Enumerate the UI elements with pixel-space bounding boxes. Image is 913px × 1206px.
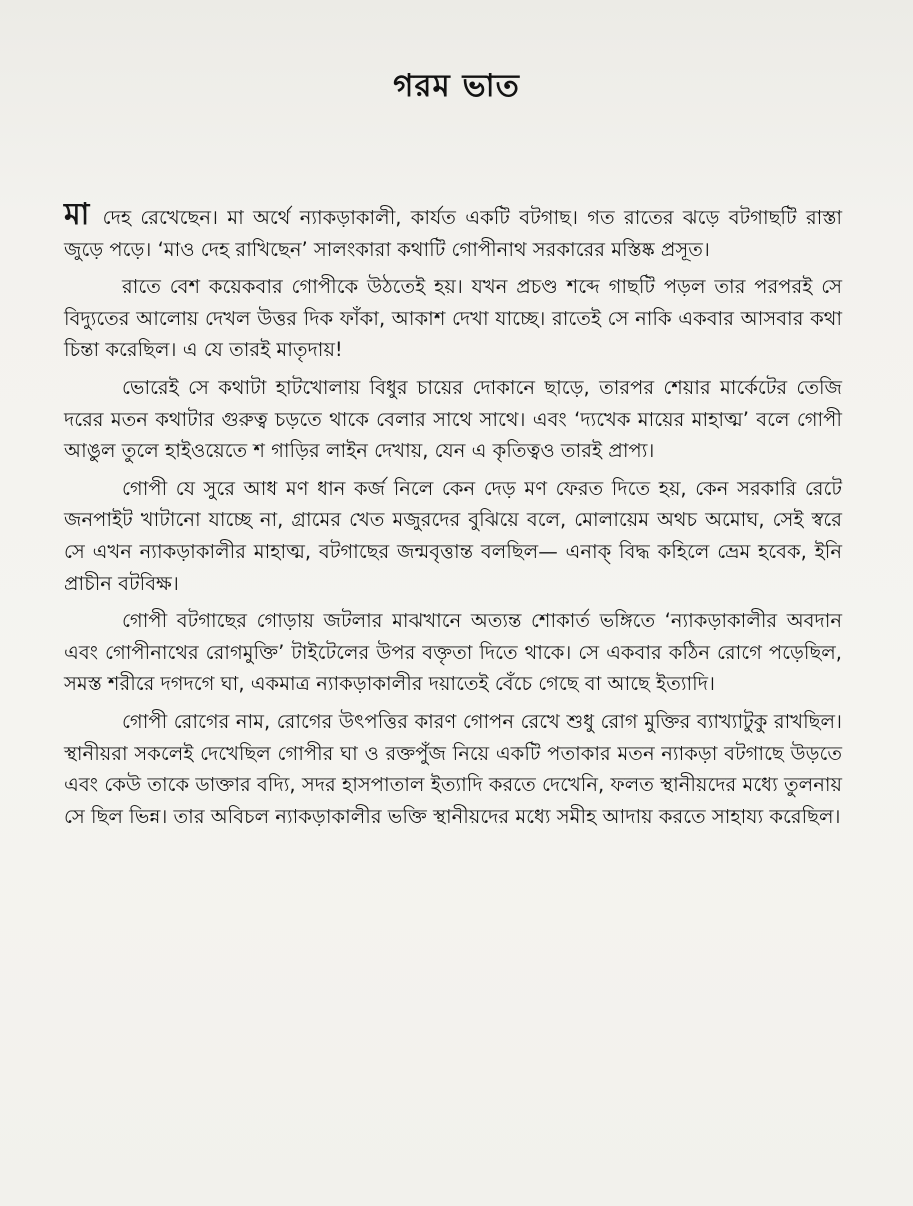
paragraph-2: রাতে বেশ কয়েকবার গোপীকে উঠতেই হয়। যখন প্রচণ্ড শব্দে গাছটি পড়ল তার পরপরই সে বিদ্যুতের আলোয় দেখল উত্তর দিক ফাঁকা, আকাশ দেখা যাচ্ছে। রাতেই সে নাকি একবার আসবার কথা চিন্তা করেছিল। এ যে তারই মাতৃদায়!	[64, 275, 842, 362]
paragraph-5: গোপী বটগাছের গোড়ায় জটলার মাঝখানে অত্যন্ত শোকার্ত ভঙ্গিতে ‘ন্যাকড়াকালীর অবদান এবং গোপীনাথের রোগমুক্তি’ টাইটেলের উপর বক্তৃতা দিতে থাকে। সে একবার কঠিন রোগে পড়েছিল, সমস্ত শরীরে দগদগে ঘা, একমাত্র ন্যাকড়াকালীর দয়াতেই বেঁচে গেছে বা আছে ইত্যাদি।	[64, 609, 842, 696]
paragraph-4: গোপী যে সুরে আধ মণ ধান কর্জ নিলে কেন দেড় মণ ফেরত দিতে হয়, কেন সরকারি রেটে জনপাইট খাটানো যাচ্ছে না, গ্রামের খেত মজুরদের বুঝিয়ে বলে, মোলায়েম অথচ অমোঘ, সেই স্বরে সে এখন ন্যাকড়াকালীর মাহাত্ম, বটগাছের জন্মবৃত্তান্ত বলছিল— এনাক্‌ বিদ্ধ কহিলে ভ্রেম হবেক, ইনি প্রাচীন বটবিক্ষ।	[64, 476, 842, 595]
paragraph-6: গোপী রোগের নাম, রোগের উৎপত্তির কারণ গোপন রেখে শুধু রোগ মুক্তির ব্যাখ্যাটুকু রাখছিল। স্থানীয়রা সকলেই দেখেছিল গোপীর ঘা ও রক্তপুঁজ নিয়ে একটি পতাকার মতন ন্যাকড়া বটগাছে উড়তে এবং কেউ তাকে ডাক্তার বদ্যি, সদর হাসপাতাল ইত্যাদি করতে দেখেনি, ফলত স্থানীয়দের মধ্যে তুলনায় সে ছিল ভিন্ন। তার অবিচল ন্যাকড়াকালীর ভক্তি স্থানীয়দের মধ্যে সমীহ আদায় করতে সাহায্য করেছিল।	[64, 709, 842, 828]
paragraph-3: ভোরেই সে কথাটা হাটখোলায় বিধুর চায়ের দোকানে ছাড়ে, তারপর শেয়ার মার্কেটের তেজি দরের মতন কথাটার গুরুত্ব চড়তে থাকে বেলার সাথে সাথে। এবং ‘দ্যখেক মায়ের মাহাত্ম’ বলে গোপী আঙুল তুলে হাইওয়েতে শ গাড়ির লাইন দেখায়, যেন এ কৃতিত্বও তারই প্রাপ্য।	[64, 375, 842, 463]
paragraph-1-text: দেহ রেখেছেন। মা অর্থে ন্যাকড়াকালী, কার্যত একটি বটগাছ। গত রাতের ঝড়ে বটগাছটি রাস্তা জুড়ে পড়ে। ‘মাও দেহ রাখিছেন’ সালংকারা কথাটি গোপীনাথ সরকারের মস্তিষ্ক প্রসূত।	[64, 206, 842, 261]
dropcap-initial: মা	[64, 197, 90, 232]
chapter-title: গরম ভাত	[393, 68, 520, 104]
paragraph-1	[64, 197, 842, 265]
chapter-body	[64, 197, 842, 838]
